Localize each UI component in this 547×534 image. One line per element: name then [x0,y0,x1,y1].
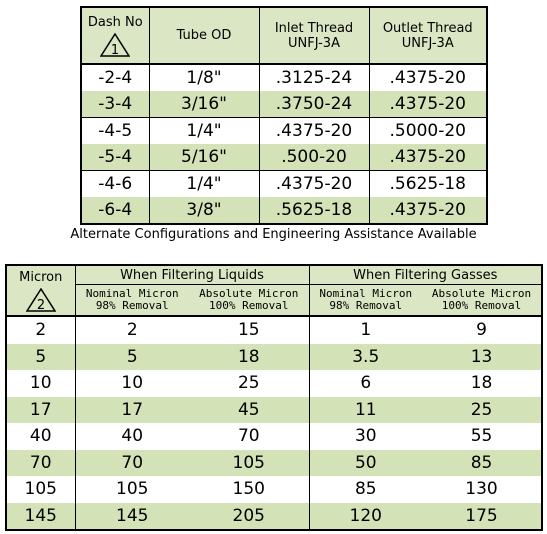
table-cell: .5625-18 [369,171,487,198]
table-cell: .4375-20 [369,197,487,224]
table-cell: 5/16" [149,144,259,171]
table-cell: 2 [6,316,75,344]
table-cell: 70 [237,426,260,447]
table-cell: 45 [189,397,309,424]
tube-od-header: Tube OD [149,7,259,64]
table-cell: 11 [309,397,422,424]
table-cell: .4375-20 [369,144,487,171]
table-cell: 120 [309,503,422,531]
table-cell: .5625-18 [259,197,369,224]
table-row [6,344,542,371]
micron-rating-table [5,264,543,531]
table-row [81,64,487,91]
table-cell: 3/8" [149,197,259,224]
table-cell: .3125-24 [259,64,369,91]
micron-header [6,265,75,316]
table-cell: 145 [75,503,189,531]
outlet-thread-label: Outlet Thread [382,20,473,36]
filtering-liquids-header: When Filtering Liquids [75,265,309,285]
note-2-triangle-icon [26,288,56,312]
liquids-absolute-header [189,285,309,317]
liquids-absolute-label: Absolute Micron [199,287,299,300]
table-row [6,370,542,397]
liquids-absolute-removal: 100% Removal [209,299,289,312]
table-row [81,144,487,171]
table-cell: 85 [422,450,542,477]
table-cell: 50 [309,450,422,477]
table-cell: 55 [470,426,493,447]
table-cell: .4375-20 [369,91,487,118]
table-cell: 25 [422,397,542,424]
table-cell: 145 [6,503,75,531]
inlet-thread-label: Inlet Thread [274,20,354,36]
gasses-nominal-label: Nominal Micron [319,287,413,300]
inlet-thread-header [259,7,369,64]
gasses-absolute-header [422,285,542,317]
table-cell: 10 [6,370,75,397]
table-cell: 25 [237,373,260,394]
table-cell: 85 [309,476,422,503]
gasses-absolute-removal: 100% Removal [441,299,522,312]
note-1-triangle-icon [100,33,130,57]
thread-size-table [80,6,488,225]
table-cell: 1 [309,316,422,344]
table-cell: .4375-20 [259,171,369,198]
table-cell: .4375-20 [259,118,369,145]
table-cell: 6 [309,370,422,397]
table-cell: 1/8" [149,64,259,91]
table-cell: .4375-20 [369,64,487,91]
outlet-thread-spec: UNFJ-3A [401,35,454,51]
table-cell: 18 [189,344,309,371]
outlet-thread-header [369,7,487,64]
table-cell: 40 [6,423,75,450]
table-cell: 70 [6,450,75,477]
table-row [81,118,487,145]
table-cell: 70 [75,450,189,477]
note-2-marker: 2 [36,297,45,312]
table-cell: .500-20 [259,144,369,171]
dash-no-label: Dash No [87,14,143,30]
table-row [81,197,487,224]
table-cell: 10 [121,373,144,394]
table-cell: 150 [232,479,265,500]
table-cell: 175 [422,503,542,531]
table-cell: 5 [6,344,75,371]
table-cell: .5000-20 [369,118,487,145]
table-cell: .3750-24 [259,91,369,118]
filtering-gasses-header: When Filtering Gasses [309,265,542,285]
liquids-nominal-header [75,285,189,317]
micron-label: Micron [19,269,63,285]
table-row [6,397,542,424]
table-cell: -2-4 [98,68,133,88]
table-cell: 13 [422,344,542,371]
table-row [81,171,487,198]
table-row [6,316,542,344]
thread-table-header-row [81,7,487,64]
gasses-nominal-header [309,285,422,317]
table-cell: -4-5 [98,121,133,141]
dash-no-header [81,7,149,64]
micron-table-header-row-1 [6,265,542,285]
table-cell: 15 [237,320,260,341]
table-cell: 205 [189,503,309,531]
table-cell: -6-4 [81,197,149,224]
table-cell: 2 [126,320,138,341]
table-cell: 105 [116,479,149,500]
table-row [6,423,542,450]
liquids-nominal-label: Nominal Micron [85,287,179,300]
table-cell: -4-6 [98,174,133,194]
table-cell: 3.5 [309,344,422,371]
inlet-thread-spec: UNFJ-3A [288,35,340,51]
micron-table-header-row-2 [6,285,542,317]
gasses-absolute-label: Absolute Micron [431,287,532,300]
table-cell: 5 [75,344,189,371]
table-cell: -5-4 [81,144,149,171]
engineering-assistance-caption: Alternate Configurations and Engineering Assistance Available [70,227,477,242]
liquids-nominal-removal: 98% Removal [95,299,169,312]
note-1-marker: 1 [111,42,120,57]
table-cell: 17 [75,397,189,424]
table-cell: 1/4" [149,171,259,198]
table-cell: 1/4" [149,118,259,145]
gasses-nominal-removal: 98% Removal [329,299,403,312]
table-cell: 40 [121,426,144,447]
table-row [6,476,542,503]
table-row [6,503,542,531]
table-cell: 18 [470,373,493,394]
table-cell: 105 [189,450,309,477]
table-cell: 30 [309,423,422,450]
table-row [6,450,542,477]
table-row [81,91,487,118]
table-cell: 130 [465,479,498,500]
table-cell: 9 [476,320,487,341]
table-cell: 105 [6,476,75,503]
table-cell: 3/16" [149,91,259,118]
table-cell: -3-4 [81,91,149,118]
table-cell: 17 [6,397,75,424]
